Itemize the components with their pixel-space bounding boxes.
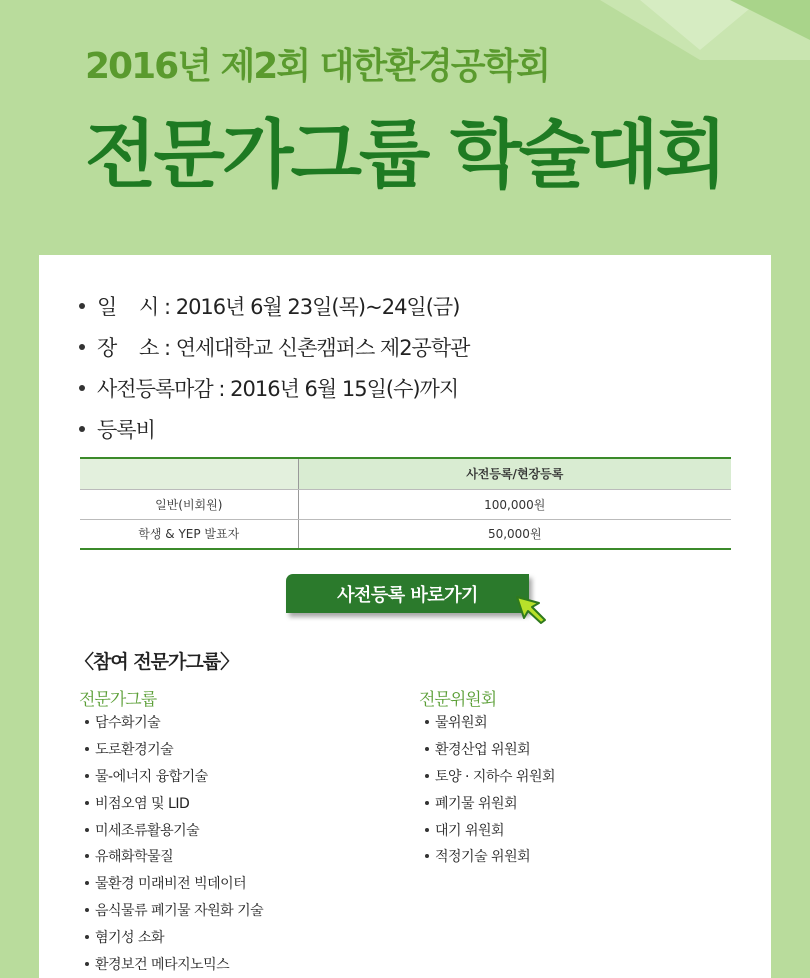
bullet-icon bbox=[425, 828, 429, 832]
bullet-icon bbox=[85, 747, 89, 751]
list-item: 대기 위원회 bbox=[419, 816, 555, 843]
bullet-icon bbox=[85, 774, 89, 778]
table-row bbox=[80, 489, 731, 519]
list-item: 물위원회 bbox=[419, 709, 555, 736]
pre-registration-button[interactable]: 사전등록 바로가기 bbox=[286, 574, 529, 613]
table-cell: 일반(비회원) bbox=[80, 489, 298, 519]
bullet-icon bbox=[425, 801, 429, 805]
table-cell: 50,000원 bbox=[298, 519, 731, 549]
bullet-icon bbox=[425, 720, 429, 724]
list-item: 미세조류활용기술 bbox=[79, 816, 263, 843]
bullet-icon bbox=[79, 385, 85, 391]
info-item-deadline: 사전등록마감 : 2016년 6월 15일(수)까지 bbox=[79, 367, 469, 408]
table-cell: 100,000원 bbox=[298, 489, 731, 519]
cursor-arrow-icon bbox=[515, 595, 549, 625]
bullet-icon bbox=[425, 774, 429, 778]
content-panel bbox=[39, 255, 771, 978]
list-item: 물환경 미래비전 빅데이터 bbox=[79, 870, 263, 897]
list-item: 도로환경기술 bbox=[79, 736, 263, 763]
fee-table bbox=[80, 457, 731, 550]
bullet-icon bbox=[79, 303, 85, 309]
event-subtitle: 2016년 제2회 대한환경공학회 bbox=[85, 46, 550, 87]
expert-group-column bbox=[79, 685, 263, 977]
list-item: 물-에너지 융합기술 bbox=[79, 763, 263, 790]
committee-title: 전문위원회 bbox=[419, 690, 497, 710]
bullet-icon bbox=[85, 854, 89, 858]
list-item: 폐기물 위원회 bbox=[419, 789, 555, 816]
table-header-cell bbox=[80, 458, 298, 489]
bullet-icon bbox=[85, 801, 89, 805]
bullet-icon bbox=[79, 426, 85, 432]
bullet-icon bbox=[425, 854, 429, 858]
list-item: 음식물류 폐기물 자원화 기술 bbox=[79, 897, 263, 924]
list-item: 토양 · 지하수 위원회 bbox=[419, 763, 555, 790]
list-item: 적정기술 위원회 bbox=[419, 843, 555, 870]
info-item-date: 일 시 : 2016년 6월 23일(목)~24일(금) bbox=[79, 285, 469, 326]
info-item-fee: 등록비 bbox=[79, 408, 469, 449]
participation-title: 〈참여 전문가그룹〉 bbox=[75, 651, 239, 673]
info-item-place: 장 소 : 연세대학교 신촌캠퍼스 제2공학관 bbox=[79, 326, 469, 367]
list-item: 혐기성 소화 bbox=[79, 923, 263, 950]
bullet-icon bbox=[85, 720, 89, 724]
list-item: 환경보건 메타지노믹스 bbox=[79, 950, 263, 977]
event-title: 전문가그룹 학술대회 bbox=[85, 112, 725, 198]
bullet-icon bbox=[85, 828, 89, 832]
event-info-list bbox=[79, 285, 469, 449]
expert-group-list bbox=[79, 709, 263, 977]
bullet-icon bbox=[85, 881, 89, 885]
list-item: 담수화기술 bbox=[79, 709, 263, 736]
committee-list bbox=[419, 709, 555, 870]
bullet-icon bbox=[85, 962, 89, 966]
list-item: 환경산업 위원회 bbox=[419, 736, 555, 763]
table-cell: 학생 & YEP 발표자 bbox=[80, 519, 298, 549]
table-header-row bbox=[80, 458, 731, 489]
list-item: 비점오염 및 LID bbox=[79, 789, 263, 816]
bullet-icon bbox=[85, 935, 89, 939]
list-item: 유해화학물질 bbox=[79, 843, 263, 870]
committee-column bbox=[419, 685, 555, 870]
bullet-icon bbox=[79, 344, 85, 350]
table-header-cell: 사전등록/현장등록 bbox=[298, 458, 731, 489]
bullet-icon bbox=[85, 908, 89, 912]
bullet-icon bbox=[425, 747, 429, 751]
expert-group-title: 전문가그룹 bbox=[79, 690, 157, 710]
table-row bbox=[80, 519, 731, 549]
